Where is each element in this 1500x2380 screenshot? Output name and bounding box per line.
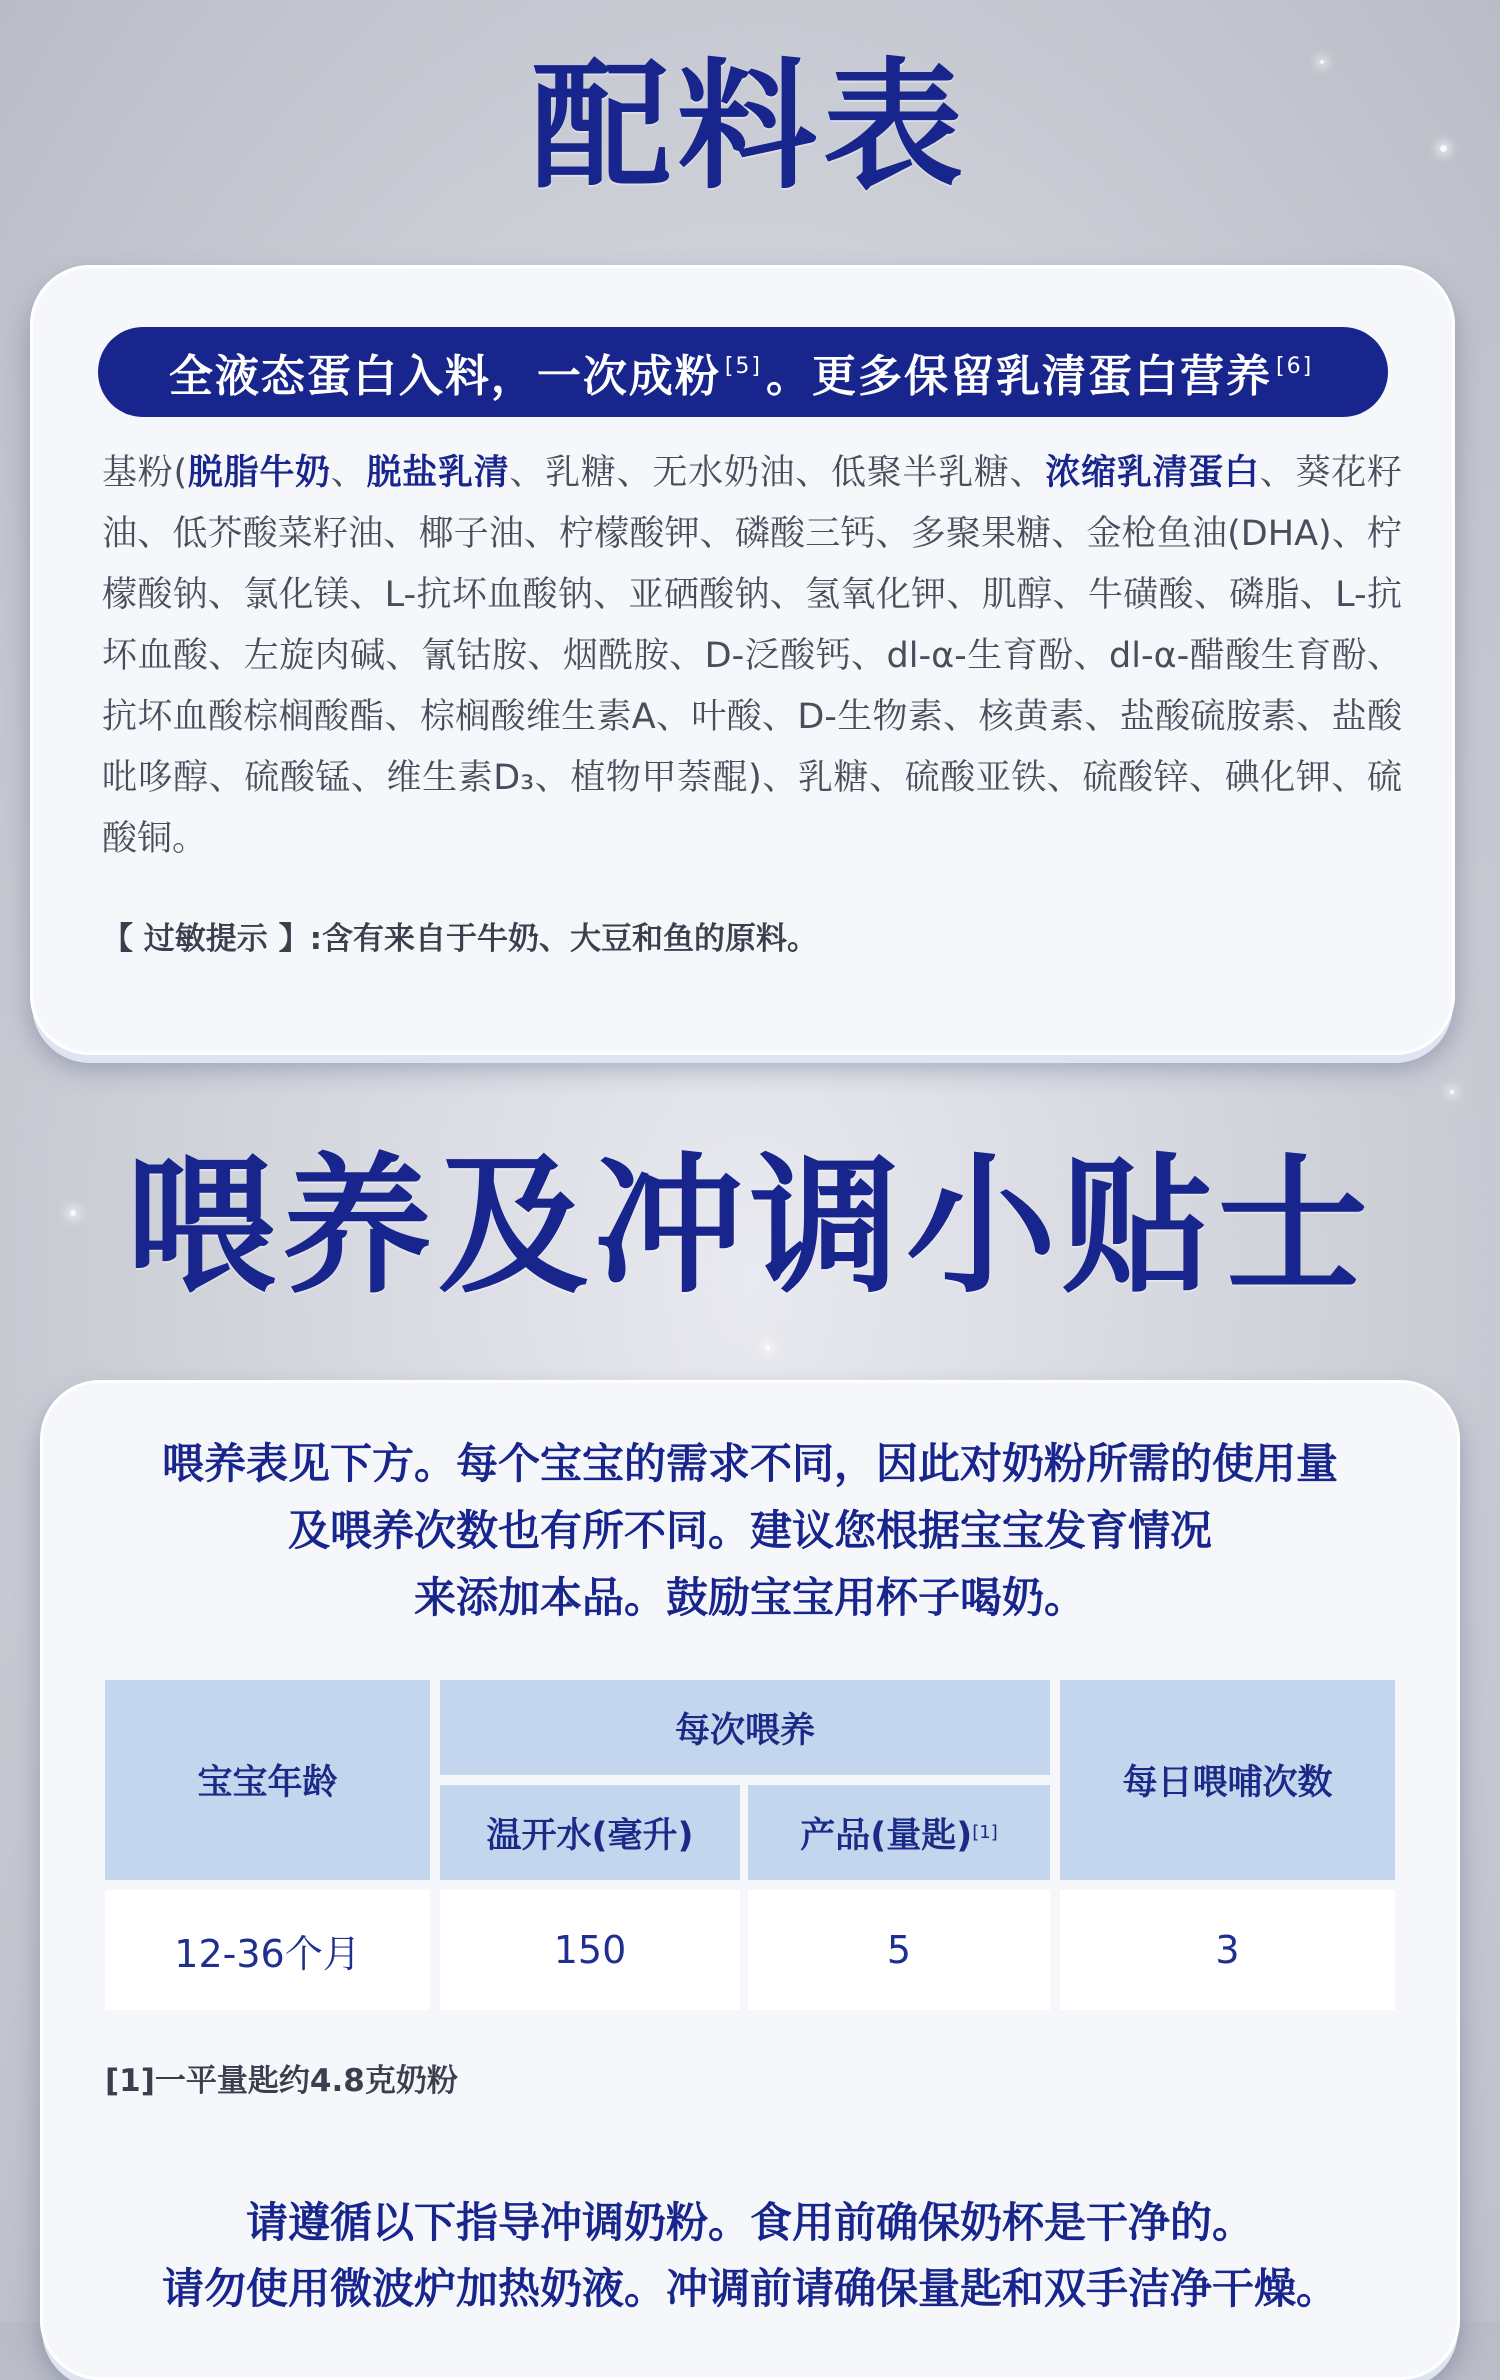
tip-line: 请遵循以下指导冲调奶粉。食用前确保奶杯是干净的。	[245, 2198, 1254, 2247]
ingredient-text: 、	[330, 453, 367, 493]
banner-text: 。更多保留乳清蛋白营养	[766, 351, 1272, 402]
ingredients-title: 配料表	[530, 46, 969, 209]
banner-ref: [5]	[724, 353, 762, 379]
ingredient-text: 基粉(	[102, 453, 188, 493]
age-cell: 12-36个月	[105, 1890, 430, 2010]
ingredient-text: 、乳糖、无水奶油、低聚半乳糖、	[509, 453, 1046, 493]
per-feed-header: 每次喂养	[440, 1680, 1050, 1775]
product-header	[748, 1785, 1050, 1880]
daily-cell: 3	[1060, 1890, 1395, 2010]
tip-line: 请勿使用微波炉加热奶液。冲调前请确保量匙和双手洁净干燥。	[161, 2264, 1338, 2313]
ingredient-highlight: 脱脂牛奶	[187, 453, 331, 493]
banner-ref: [6]	[1276, 353, 1314, 379]
feeding-table	[105, 1680, 1395, 2010]
product-header-ref: [1]	[972, 1822, 998, 1843]
daily-header: 每日喂哺次数	[1060, 1680, 1395, 1880]
banner-text: 全液态蛋白入料，一次成粉	[168, 351, 721, 402]
intro-line: 及喂养次数也有所不同。建议您根据宝宝发育情况	[287, 1506, 1212, 1555]
sparkle-decoration	[765, 1345, 770, 1350]
feeding-intro	[80, 1430, 1420, 1631]
ingredient-highlight: 脱盐乳清	[366, 453, 510, 493]
table-footnote: [1]一平量匙约4.8克奶粉	[105, 2063, 458, 2099]
water-header: 温开水(毫升)	[440, 1785, 740, 1880]
ingredient-text: 、葵花籽油、低芥酸菜籽油、椰子油、柠檬酸钾、磷酸三钙、多聚果糖、金枪鱼油(DHA)、柠檬酸钠、氯化镁、L-抗坏血酸钠、亚硒酸钠、氢氧化钾、肌醇、牛磺酸、磷脂、L-抗坏血酸、左旋肉碱、氰钴胺、烟酰胺、D-泛酸钙、dl-α-生育酚、dl-α-醋酸生育酚、抗坏血酸棕榈酸酯、棕榈酸维生素A、叶酸、D-生物素、核黄素、盐酸硫胺素、盐酸吡哆醇、硫酸锰、维生素D₃、植物甲萘醌)、乳糖、硫酸亚铁、硫酸锌、碘化钾、硫酸铜。	[102, 453, 1402, 859]
highlight-banner	[98, 327, 1388, 417]
feeding-card	[40, 1380, 1460, 2380]
feeding-tips-title: 喂养及冲调小贴士	[125, 1140, 1374, 1314]
intro-line: 来添加本品。鼓励宝宝用杯子喝奶。	[413, 1573, 1086, 1622]
ingredients-card	[30, 265, 1455, 1055]
ingredient-list	[102, 443, 1402, 870]
allergy-notice: 【 过敏提示 】:含有来自于牛奶、大豆和鱼的原料。	[102, 921, 818, 957]
product-header-label: 产品(量匙)	[800, 1815, 973, 1856]
product-cell: 5	[748, 1890, 1050, 2010]
preparation-tips	[80, 2190, 1420, 2322]
intro-line: 喂养表见下方。每个宝宝的需求不同，因此对奶粉所需的使用量	[161, 1439, 1338, 1488]
sparkle-decoration	[1450, 1090, 1454, 1094]
ingredient-highlight: 浓缩乳清蛋白	[1045, 453, 1260, 493]
age-header: 宝宝年龄	[105, 1680, 430, 1880]
water-cell: 150	[440, 1890, 740, 2010]
